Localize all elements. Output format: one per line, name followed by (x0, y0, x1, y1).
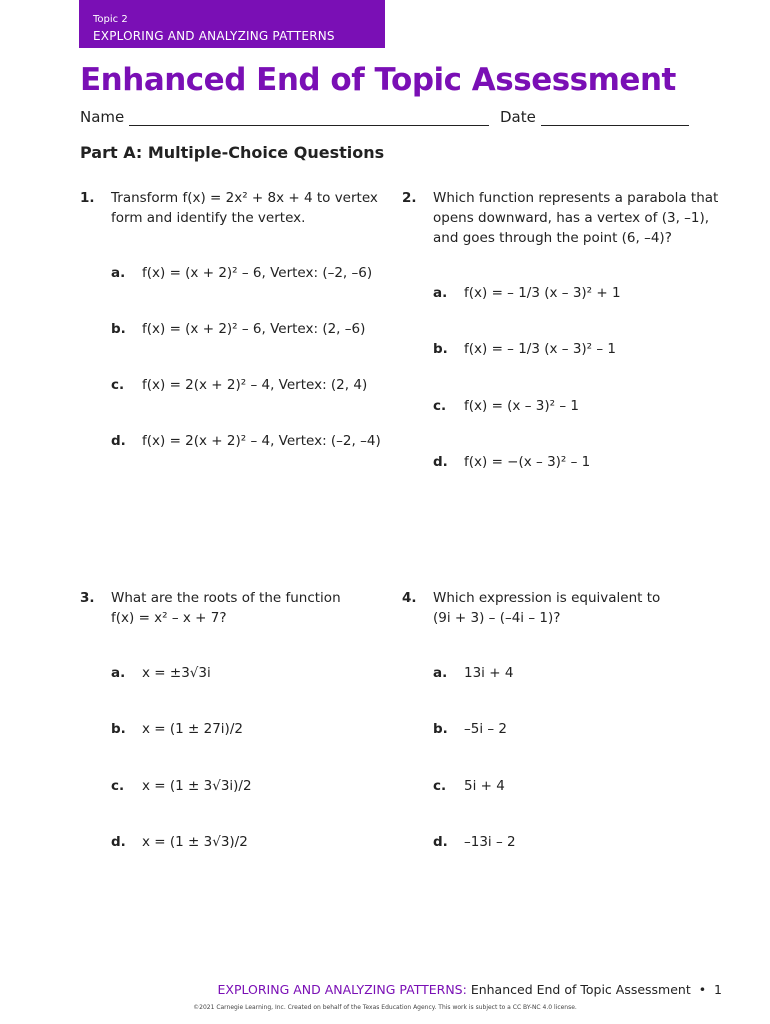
name-label: Name (80, 108, 125, 126)
option-letter: a. (433, 285, 448, 301)
option-letter: c. (111, 778, 125, 794)
question-line: Which expression is equivalent to (433, 590, 661, 606)
option-text: x = (1 ± 3√3i)/2 (142, 778, 252, 794)
option-letter: c. (433, 398, 447, 414)
question-number: 2. (402, 190, 417, 206)
footer-doc-title: Enhanced End of Topic Assessment (470, 982, 691, 997)
option-text: 13i + 4 (464, 665, 514, 681)
question-text (111, 188, 378, 228)
question-number: 3. (80, 590, 95, 606)
topic-banner (79, 0, 385, 48)
question-line: form and identify the vertex. (111, 210, 306, 226)
option-text: –13i – 2 (464, 834, 516, 850)
name-line[interactable] (129, 109, 489, 126)
option-letter: d. (111, 834, 126, 850)
option-letter: c. (111, 377, 125, 393)
option-text: x = (1 ± 3√3)/2 (142, 834, 248, 850)
question-line: What are the roots of the function (111, 590, 341, 606)
option-text: f(x) = – 1/3 (x – 3)² – 1 (464, 341, 617, 357)
option-letter: c. (433, 778, 447, 794)
option-text: f(x) = – 1/3 (x – 3)² + 1 (464, 285, 621, 301)
option-text: f(x) = (x + 2)² – 6, Vertex: (2, –6) (142, 321, 366, 337)
option-text: f(x) = (x – 3)² – 1 (464, 398, 579, 414)
option-text: f(x) = −(x – 3)² – 1 (464, 454, 591, 470)
topic-label: Topic 2 (93, 14, 128, 25)
copyright-notice: ©2021 Carnegie Learning, Inc. Created on behalf of the Texas Education Agency. This work is subject to a CC BY-NC 4.0 license. (193, 1004, 577, 1011)
question-line: opens downward, has a vertex of (3, –1), (433, 210, 710, 226)
option-text: 5i + 4 (464, 778, 505, 794)
option-letter: b. (111, 321, 126, 337)
option-letter: d. (111, 433, 126, 449)
page-footer (217, 982, 722, 997)
page-number: 1 (714, 982, 722, 997)
name-field[interactable] (80, 108, 489, 126)
date-label: Date (500, 108, 536, 126)
question-line: (9i + 3) – (–4i – 1)? (433, 610, 561, 626)
option-letter: d. (433, 834, 448, 850)
option-letter: a. (111, 265, 126, 281)
option-letter: b. (111, 721, 126, 737)
option-text: –5i – 2 (464, 721, 508, 737)
option-letter: a. (433, 665, 448, 681)
option-text: x = (1 ± 27i)/2 (142, 721, 243, 737)
option-text: f(x) = (x + 2)² – 6, Vertex: (–2, –6) (142, 265, 373, 281)
question-line: Transform f(x) = 2x² + 8x + 4 to vertex (111, 190, 378, 206)
option-text: x = ±3√3i (142, 665, 211, 681)
option-text: f(x) = 2(x + 2)² – 4, Vertex: (–2, –4) (142, 433, 381, 449)
question-number: 4. (402, 590, 417, 606)
footer-bullet: • (698, 982, 707, 997)
option-letter: b. (433, 721, 448, 737)
question-number: 1. (80, 190, 95, 206)
page-title: Enhanced End of Topic Assessment (80, 62, 676, 98)
option-text: f(x) = 2(x + 2)² – 4, Vertex: (2, 4) (142, 377, 368, 393)
question-text (433, 588, 660, 628)
question-line: Which function represents a parabola that (433, 190, 719, 206)
option-letter: a. (111, 665, 126, 681)
topic-title: EXPLORING AND ANALYZING PATTERNS (93, 29, 335, 43)
date-line[interactable] (541, 109, 689, 126)
date-field[interactable] (500, 108, 689, 126)
footer-section: EXPLORING AND ANALYZING PATTERNS: (217, 982, 467, 997)
question-line: f(x) = x² – x + 7? (111, 610, 227, 626)
question-text (111, 588, 341, 628)
question-line: and goes through the point (6, –4)? (433, 230, 672, 246)
part-a-heading: Part A: Multiple-Choice Questions (80, 143, 385, 162)
question-text (433, 188, 718, 248)
option-letter: d. (433, 454, 448, 470)
option-letter: b. (433, 341, 448, 357)
